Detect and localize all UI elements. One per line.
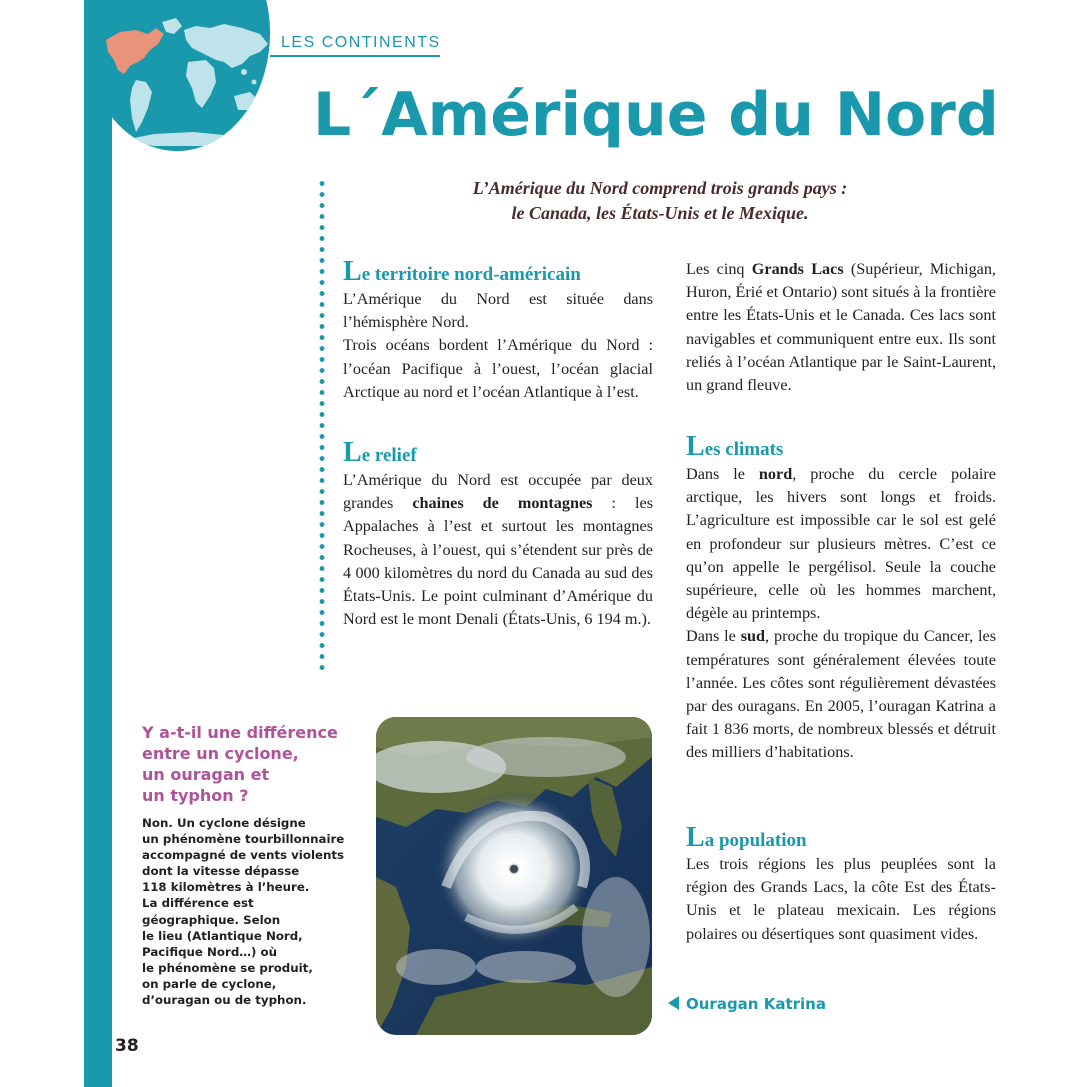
photo-caption-text: Ouragan Katrina xyxy=(686,995,826,1013)
left-accent-bar xyxy=(84,0,112,1087)
intro-line-2: le Canada, les États-Unis et le Mexique. xyxy=(511,203,809,223)
relief-bold: chaines de montagnes xyxy=(412,494,593,513)
answer-line: le lieu (Atlantique Nord, xyxy=(142,928,303,943)
section-label: LES CONTINENTS xyxy=(281,34,441,51)
population-paragraph: Les trois régions les plus peuplées sont la région des Grands Lacs, la côte Est des États-Unis et le plateau mexicain. Les régions polaires ou désertiques sont quasiment vides. xyxy=(686,855,996,943)
heading-cap: L xyxy=(343,437,362,468)
hurricane-satellite-image xyxy=(376,717,652,1035)
heading-population xyxy=(686,822,996,854)
climats-p1-b: , proche du cercle polaire arctique, les hivers sont longs et froids. L’agriculture est impossible car le sol est gelé en profondeur sur plusieurs mètres. C’est ce qu’on appelle le pergélisol. Seule la couche supérieure, celle où les hommes marchent, dégèle au printemps. xyxy=(686,465,996,623)
heading-rest: e territoire nord-américain xyxy=(361,264,581,285)
relief-text xyxy=(343,469,653,631)
lacs-text xyxy=(686,258,996,397)
answer-line: Non. Un cyclone désigne xyxy=(142,816,306,830)
relief-text-a: L’Amérique du Nord est occupée par deux grandes xyxy=(343,471,653,513)
dotted-divider xyxy=(318,178,326,673)
population-text xyxy=(686,853,996,946)
answer-line: 118 kilomètres à l’heure. xyxy=(142,880,310,895)
lacs-text-a: Les cinq xyxy=(686,260,752,278)
question-title-line: un typhon ? xyxy=(142,786,249,805)
climats-p2-a: Dans le xyxy=(686,627,741,646)
answer-line: le phénomène se produit, xyxy=(142,960,313,975)
continent-badge xyxy=(84,0,270,151)
intro-line-1: L’Amérique du Nord comprend trois grands pays : xyxy=(472,178,848,198)
territoire-paragraph-2: Trois océans bordent l’Amérique du Nord : l’océan Pacifique à l’ouest, l’océan glacial Arctique au nord et l’océan Atlantique à l’est. xyxy=(343,336,653,401)
answer-line: un phénomène tourbillonnaire xyxy=(142,832,345,847)
answer-line: géographique. Selon xyxy=(142,912,281,927)
question-answer xyxy=(142,815,367,1008)
answer-line: d’ouragan ou de typhon. xyxy=(142,993,307,1008)
climats-text xyxy=(686,463,996,765)
territoire-paragraph-1: L’Amérique du Nord est située dans l’hémisphère Nord. xyxy=(343,290,653,332)
question-title-line: Y a-t-il une différence xyxy=(142,723,338,742)
heading-rest: es climats xyxy=(704,439,784,460)
answer-line: on parle de cyclone, xyxy=(142,976,277,991)
answer-line: accompagné de vents violents xyxy=(142,848,345,863)
climats-p2-bold: sud xyxy=(740,627,766,646)
page-title: L´Amérique du Nord xyxy=(313,80,999,150)
heading-cap: L xyxy=(686,431,705,462)
climats-p2-b: , proche du tropique du Cancer, les températures sont généralement élevées toute l’année. Les côtes sont régulièrement dévastées par des ouragans. En 2005, l’ouragan Katrina a fait 1 836 morts, de nombreux blessés et détruit des milliers d’habitations. xyxy=(686,627,997,762)
question-title xyxy=(142,722,372,806)
lacs-bold: Grands Lacs xyxy=(751,260,844,278)
heading-relief xyxy=(343,437,653,469)
left-triangle-icon xyxy=(668,996,679,1010)
world-map-icon xyxy=(84,0,270,151)
heading-cap: L xyxy=(686,822,705,853)
question-title-line: entre un cyclone, xyxy=(142,744,299,763)
heading-rest: e relief xyxy=(361,445,417,466)
photo-caption xyxy=(668,995,826,1013)
lacs-text-b: (Supérieur, Michigan, Huron, Érié et Ontario) sont situés à la frontière entre les États-Unis et le Canada. Ces lacs sont navigables et communiquent entre eux. Ils sont reliés à l’océan Atlantique par le Saint-Laurent, un grand fleuve. xyxy=(686,260,996,395)
section-divider xyxy=(270,55,440,57)
intro-text xyxy=(340,176,980,226)
page-number: 38 xyxy=(112,1036,142,1056)
answer-line: dont la vitesse dépasse xyxy=(142,864,300,879)
climats-p1-a: Dans le xyxy=(686,465,759,483)
heading-cap: L xyxy=(343,256,362,287)
heading-territoire xyxy=(343,256,653,288)
territoire-text xyxy=(343,288,653,404)
heading-climats xyxy=(686,431,996,463)
question-title-line: un ouragan et xyxy=(142,765,270,784)
heading-rest: a population xyxy=(704,830,807,851)
answer-line: La différence est xyxy=(142,896,254,911)
relief-text-b: : les Appalaches à l’est et surtout les montagnes Rocheuses, à l’ouest, qui s’étendent sur près de 4 000 kilomètres du nord du Canada au sud des États-Unis. Le point culminant d’Amérique du Nord est le mont Denali (États-Unis, 6 194 m.). xyxy=(343,494,653,629)
answer-line: Pacifique Nord…) où xyxy=(142,944,278,959)
climats-p1-bold: nord xyxy=(758,465,793,483)
